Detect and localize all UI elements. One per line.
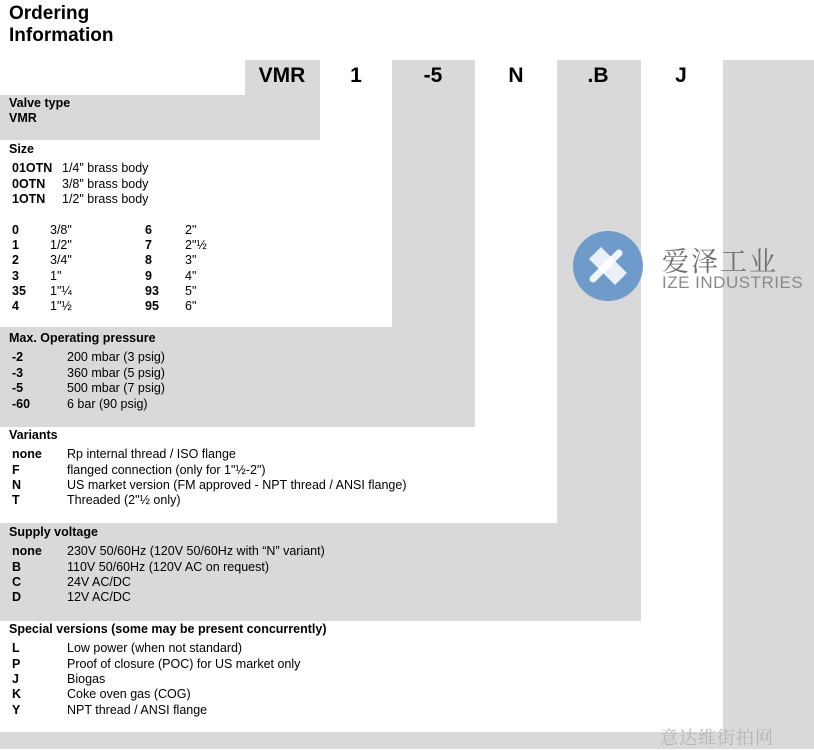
size-desc: 1/2" brass body bbox=[62, 192, 149, 206]
supply-desc: 110V 50/60Hz (120V AC on request) bbox=[67, 560, 269, 574]
code-header-vmr: VMR bbox=[258, 64, 306, 87]
size-code: 01OTN bbox=[12, 161, 53, 175]
supply-desc: 24V AC/DC bbox=[67, 575, 131, 589]
size-code: 95 bbox=[145, 299, 159, 313]
supply-code: none bbox=[12, 544, 42, 558]
size-title: Size bbox=[9, 142, 35, 156]
pressure-title: Max. Operating pressure bbox=[9, 331, 156, 345]
variants-title: Variants bbox=[9, 428, 58, 442]
variant-desc: flanged connection (only for 1"½-2") bbox=[67, 463, 266, 477]
size-code: 1 bbox=[12, 238, 19, 252]
supply-code: B bbox=[12, 560, 22, 574]
code-header-pressure: -5 bbox=[423, 64, 443, 87]
special-code: K bbox=[12, 687, 22, 701]
size-code: 35 bbox=[12, 284, 26, 298]
variant-desc: US market version (FM approved - NPT thread / ANSI flange) bbox=[67, 478, 407, 492]
supply-desc: 12V AC/DC bbox=[67, 590, 131, 604]
code-header-voltage: .B bbox=[587, 64, 609, 87]
size-desc: 2"½ bbox=[185, 238, 207, 252]
supply-code: D bbox=[12, 590, 22, 604]
size-desc: 3/4" bbox=[50, 253, 72, 267]
supply-list bbox=[12, 544, 512, 608]
size-bodies bbox=[12, 161, 212, 209]
pressure-code: -5 bbox=[12, 381, 24, 395]
size-code: 9 bbox=[145, 269, 152, 283]
special-desc: Low power (when not standard) bbox=[67, 641, 243, 655]
size-code: 7 bbox=[145, 238, 152, 252]
title-line2: Information bbox=[9, 25, 114, 46]
pressure-list bbox=[12, 350, 312, 414]
supply-code: C bbox=[12, 575, 22, 589]
pressure-desc: 200 mbar (3 psig) bbox=[67, 350, 165, 364]
size-desc: 1/2" bbox=[50, 238, 72, 252]
watermark-cn-text: 爱泽工业 bbox=[662, 247, 778, 277]
size-desc: 3/8" bbox=[50, 223, 72, 237]
valve-type-title: Valve type bbox=[9, 96, 71, 110]
code-header-variant: N bbox=[508, 64, 524, 87]
size-desc: 5" bbox=[185, 284, 197, 298]
code-header-size: 1 bbox=[350, 64, 362, 87]
code-header-special: J bbox=[675, 64, 687, 87]
supply-desc: 230V 50/60Hz (120V 50/60Hz with “N” variant) bbox=[67, 544, 325, 558]
title-line1: Ordering bbox=[9, 3, 90, 24]
special-desc: Coke oven gas (COG) bbox=[67, 687, 191, 701]
variant-desc: Threaded (2"½ only) bbox=[67, 493, 181, 507]
size-desc: 3" bbox=[185, 253, 197, 267]
size-code: 93 bbox=[145, 284, 159, 298]
size-desc: 3/8" brass body bbox=[62, 177, 149, 191]
size-code: 6 bbox=[145, 223, 152, 237]
size-code: 1OTN bbox=[12, 192, 46, 206]
valve-type-value: VMR bbox=[9, 111, 37, 125]
watermark-bottom-text: 意达维街拍网 bbox=[660, 728, 774, 748]
variant-code: T bbox=[12, 493, 20, 507]
special-desc: NPT thread / ANSI flange bbox=[67, 703, 208, 717]
variant-code: N bbox=[12, 478, 22, 492]
column-j-bg bbox=[723, 60, 814, 749]
size-code: 2 bbox=[12, 253, 19, 267]
pressure-desc: 6 bar (90 psig) bbox=[67, 397, 148, 411]
variant-desc: Rp internal thread / ISO flange bbox=[67, 447, 236, 461]
size-code: 8 bbox=[145, 253, 152, 267]
special-desc: Biogas bbox=[67, 672, 106, 686]
variant-code: F bbox=[12, 463, 20, 477]
special-title: Special versions (some may be present concurrently) bbox=[9, 622, 327, 636]
size-grid bbox=[12, 223, 252, 315]
special-code: J bbox=[12, 672, 19, 686]
pressure-code: -2 bbox=[12, 350, 24, 364]
pressure-code: -3 bbox=[12, 366, 24, 380]
size-desc: 4" bbox=[185, 269, 197, 283]
size-code: 0OTN bbox=[12, 177, 46, 191]
size-desc: 1/4" brass body bbox=[62, 161, 149, 175]
special-list bbox=[12, 641, 512, 721]
size-desc: 1" bbox=[50, 269, 62, 283]
pressure-desc: 360 mbar (5 psig) bbox=[67, 366, 165, 380]
special-desc: Proof of closure (POC) for US market only bbox=[67, 657, 301, 671]
variant-code: none bbox=[12, 447, 42, 461]
size-desc: 1"½ bbox=[50, 299, 72, 313]
watermark-logo-icon bbox=[571, 229, 645, 303]
watermark-en-text: IZE INDUSTRIES bbox=[662, 273, 804, 292]
variants-list bbox=[12, 447, 512, 511]
size-code: 4 bbox=[12, 299, 19, 313]
special-code: Y bbox=[12, 703, 21, 717]
supply-title: Supply voltage bbox=[9, 525, 98, 539]
size-code: 0 bbox=[12, 223, 19, 237]
pressure-desc: 500 mbar (7 psig) bbox=[67, 381, 165, 395]
size-desc: 1"¼ bbox=[50, 284, 72, 298]
size-desc: 6" bbox=[185, 299, 197, 313]
pressure-code: -60 bbox=[12, 397, 31, 411]
size-code: 3 bbox=[12, 269, 19, 283]
special-code: L bbox=[12, 641, 20, 655]
page-title bbox=[9, 3, 114, 47]
special-code: P bbox=[12, 657, 21, 671]
size-desc: 2" bbox=[185, 223, 197, 237]
